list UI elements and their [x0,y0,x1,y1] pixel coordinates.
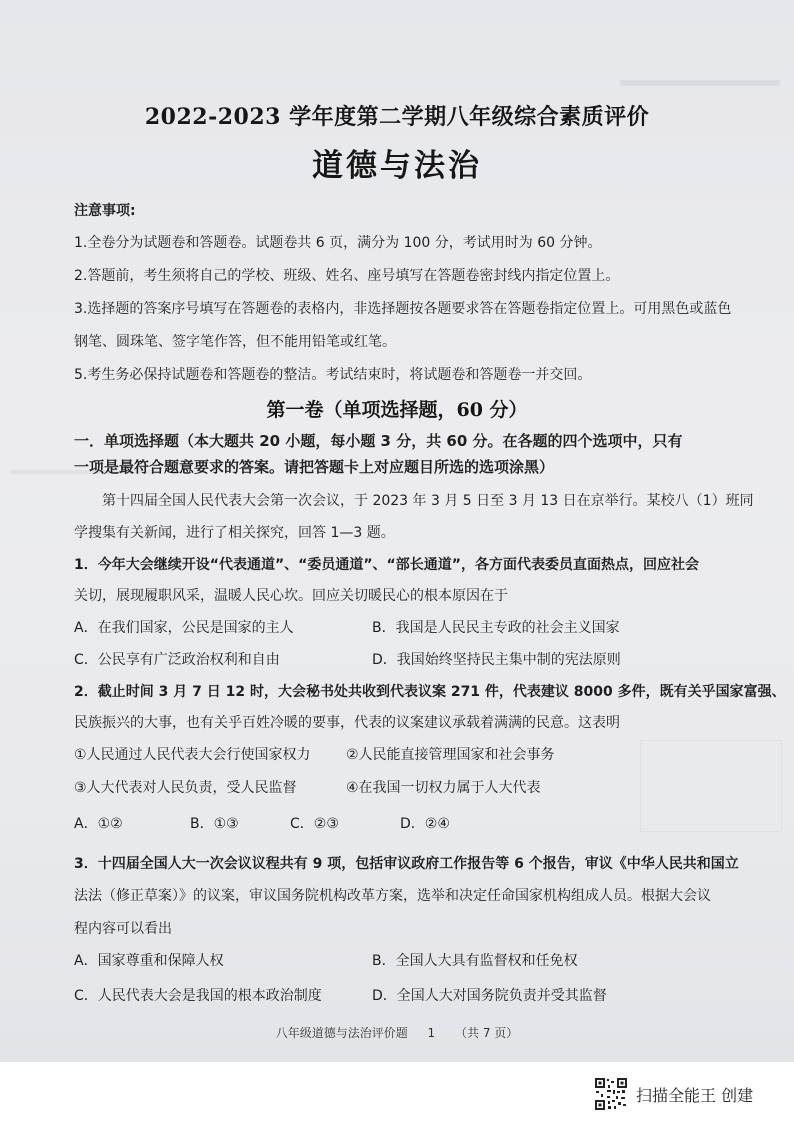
option-a: A．国家尊重和保障人权 [74,953,224,969]
material-text: 第十四届全国人民代表大会第一次会议，于 2023 年 3 月 5 日至 3 月 13 日在京举行。某校八（1）班同 [102,493,754,509]
question-stem: 民族振兴的大事，也有关乎百姓冷暖的要事，代表的议案建议承载着满满的民意。这表明 [74,715,620,731]
option-c: C．人民代表大会是我国的根本政治制度 [74,988,322,1004]
footer-page-number: 1 [427,1026,436,1040]
option-d: D．②④ [400,816,450,832]
qr-code-icon [594,1077,628,1111]
question-stem: 3．十四届全国人大一次会议议程共有 9 项，包括审议政府工作报告等 6 个报告，审议《中华人民共和国立 [74,856,739,872]
option-d: D．全国人大对国务院负责并受其监督 [372,988,607,1004]
option-b: B．全国人大具有监督权和任免权 [372,953,578,969]
notes-heading: 注意事项: [74,203,136,219]
footer-total-pages: （共 7 页） [455,1026,519,1040]
question-stem: 2．截止时间 3 月 7 日 12 时，大会秘书处共收到代表议案 271 件，代表建议 8000 多件，既有关乎国家富强、 [74,684,786,700]
page-footer [0,1024,794,1041]
option-a: A．①② [74,816,123,832]
bleed-through-shadow [620,80,780,86]
option-b: B．我国是人民民主专政的社会主义国家 [372,620,620,636]
note-item: 1.全卷分为试题卷和答题卷。试题卷共 6 页，满分为 100 分，考试用时为 60 分钟。 [74,235,602,251]
question-stem: 法法（修正草案）》的议案，审议国务院机构改革方案，选举和决定任命国家机构组成人员。根据大会议 [74,888,711,904]
option-d: D．我国始终坚持民主集中制的宪法原则 [372,652,621,668]
scanner-watermark [594,1077,753,1111]
exam-title: 2022-2023 学年度第二学期八年级综合素质评价 [144,104,650,130]
section-instruction: 一项是最符合题意要求的答案。请把答题卡上对应题目所选的选项涂黑） [74,458,555,476]
statement-item: ①人民通过人民代表大会行使国家权力 [74,747,311,763]
statement-item: ②人民能直接管理国家和社会事务 [346,747,555,763]
material-text: 学搜集有关新闻，进行了相关探究，回答 1—3 题。 [74,525,395,541]
note-item: 2.答题前，考生须将自己的学校、班级、姓名、座号填写在答题卷密封线内指定位置上。 [74,268,620,284]
section-title: 第一卷（单项选择题，60 分） [266,399,528,421]
bleed-through-shadow [640,740,782,832]
note-item: 3.选择题的答案序号填写在答题卷的表格内，非选择题按各题要求答在答题卷指定位置上。可用黑色或蓝色 [74,301,732,317]
statement-item: ④在我国一切权力属于人大代表 [346,780,541,796]
option-c: C．公民享有广泛政治权利和自由 [74,652,280,668]
question-stem: 1．今年大会继续开设“代表通道”、“委员通道”、“部长通道”，各方面代表委员直面热点，回应社会 [74,557,699,573]
note-item: 钢笔、圆珠笔、签字笔作答，但不能用铅笔或红笔。 [74,334,396,350]
subject-title: 道德与法治 [312,148,482,184]
option-c: C．②③ [290,816,339,832]
question-stem: 程内容可以看出 [74,921,172,937]
note-item: 5.考生务必保持试题卷和答题卷的整洁。考试结束时，将试题卷和答题卷一并交回。 [74,367,592,383]
footer-title: 八年级道德与法治评价题 [275,1026,408,1040]
option-a: A．在我们国家，公民是国家的主人 [74,620,294,636]
question-stem: 关切，展现履职风采，温暖人民心坎。回应关切暖民心的根本原因在于 [74,588,508,604]
section-instruction: 一．单项选择题（本大题共 20 小题，每小题 3 分，共 60 分。在各题的四个选项中，只有 [74,432,683,450]
scanner-label: 扫描全能王 创建 [636,1085,754,1105]
option-b: B．①③ [190,816,239,832]
statement-item: ③人大代表对人民负责，受人民监督 [74,780,297,796]
